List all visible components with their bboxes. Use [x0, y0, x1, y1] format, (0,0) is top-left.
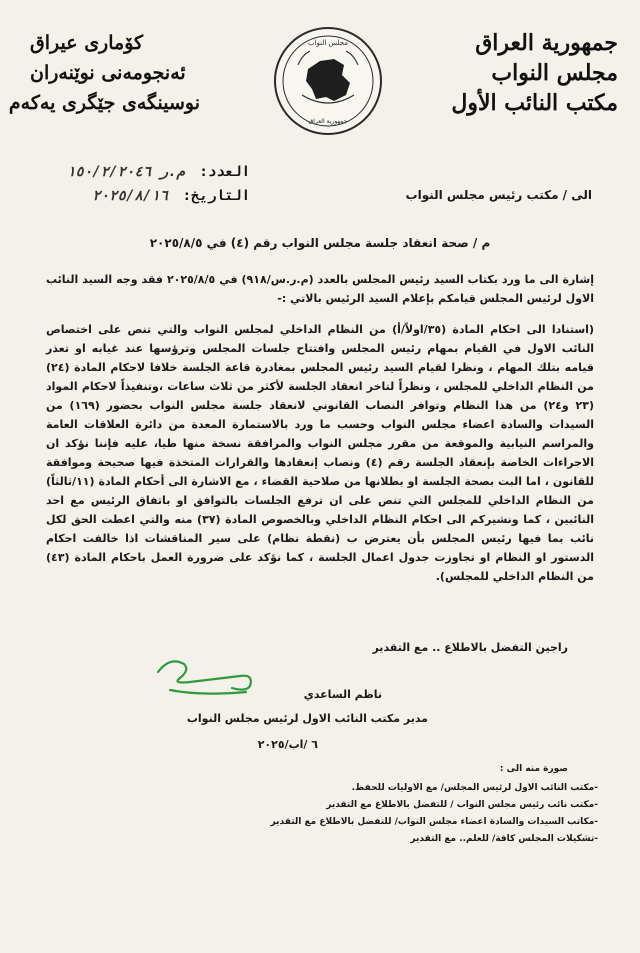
subject-line: م / صحة انعقاد جلسة مجلس النواب رقم (٤) في ٢٠٢٥/٨/٥	[149, 236, 491, 250]
seal-top-text: مجلس النواب	[307, 39, 349, 47]
date-value: ٢٠٢٥/٨/١٦	[92, 188, 169, 204]
body-paragraph: (استنادا الى احكام المادة (٣٥/اولاً/أ) من النظام الداخلي لمجلس النواب والتي تنص على اختصاص النائب الاول في القيام بمهام رئيس المجلس وافتتاح جلسات المجلس وترؤسها عند غيابه او تعذر قيامه بتلك المهام ، ونظرا لقيام السيد رئيس المجلس بمغادرة قاعة الجلسة خلافا لاحكام المادة (٢٤) من النظام الداخلي للمجلس ، ونظراً لتاخر انعقاد الجلسة لأكثر من ثلاث ساعات ،وتنفيذاً لاحكام المواد (٢٣ و٢٤) من هذا النظام وتوافر النصاب القانوني لانعقاد جلسة مجلس النواب بحضور (١٦٩) من السيدات والسادة اعضاء مجلس النواب وحسب ما ورد بالاستمارة المعدة من دائرة العلاقات العامة والمراسم النيابية والموقعة من مقرر مجلس النواب والمرافقة نسخة منها طيا، عليه فإننا نؤكد ان الاجراءات الخاصة بإنعقاد الجلسة رقم (٤) ونصاب إنعقادها والقرارات المتخذة فيها صحيحة وموافقة للقانون ، اما البت بصحة الجلسة او بطلانها من صلاحية القضاء ، مع الاشارة الى أحكام المادة (١١/ثالثاً) من النظام الداخلي للمجلس التي تنص على ان ترفع الجلسات بالتوافق او باتفاق الرئيس مع احد النائبين ، كما ونشيركم الى احكام النظام الداخلي وبالخصوص المادة (٣٧) منه والتي اعطت الحق لكل نائب بما فيها رئيس المجلس بأن يعترض ب (نقطة نظام) على سير المناقشات اذا خالفت احكام الدستور او النظام او تجاوزت جدول اعمال الجلسة ، كما نؤكد على ضرورة العمل باحكام المادة (٤٣) من النظام الداخلي للمجلس).	[46, 323, 595, 583]
signatory-title: مدير مكتب النائب الاول لرئيس مجلس النواب	[186, 712, 428, 725]
letterhead-line: جمهورية العراق	[475, 30, 618, 56]
letterhead-line: مكتب النائب الأول	[451, 90, 618, 116]
addressee: الى / مكتب رئيس مجلس النواب	[405, 188, 592, 202]
cc-item: -مكاتب السيدات والسادة اعضاء مجلس النواب/ للتفضل بالاطلاع مع التقدير	[270, 817, 598, 827]
kurdish-letterhead	[8, 28, 200, 118]
date-label: التاريخ:	[182, 188, 250, 204]
cc-item: -مكتب النائب الاول لرئيس المجلس/ مع الاوليات للحفظ.	[351, 783, 598, 793]
letter-body	[46, 270, 594, 598]
date-row	[40, 184, 250, 208]
cc-list	[158, 780, 598, 848]
letterhead-line: مجلس النواب	[491, 60, 618, 86]
cc-item: -مكتب نائب رئيس مجلس النواب / للتفضل بالاطلاع مع التقدير	[326, 800, 598, 810]
handwritten-signature	[150, 652, 260, 698]
parliament-seal-logo	[272, 25, 384, 137]
letterhead-line: نوسینگەی جێگری یەکەم	[8, 92, 200, 114]
number-row	[40, 160, 250, 184]
seal-bottom-text: جمهورية العراق	[308, 118, 348, 125]
letterhead-line: كۆماری عیراق	[30, 32, 144, 54]
cc-heading: صورة منه الى :	[499, 764, 568, 774]
signatory-name: ناظم الساعدي	[303, 688, 382, 701]
cc-item: -تشكيلات المجلس كافة/ للعلم.. مع التقدير	[410, 834, 598, 844]
body-paragraph: إشارة الى ما ورد بكتاب السيد رئيس المجلس بالعدد (م.ر.س/٩١٨) في ٢٠٢٥/٨/٥ فقد وجه السيد النائب الاول لرئيس المجلس قيامكم بإعلام السيد الرئيس بالاتي :-	[46, 273, 594, 305]
closing-line: راجين التفضل بالاطلاع .. مع التقدير	[372, 641, 568, 654]
number-value: م.ر ١٥٠/٢/٢٠٤٦	[66, 164, 185, 180]
arabic-letterhead	[448, 28, 618, 118]
signature-date: ٦ /اب/٢٠٢٥	[257, 738, 318, 751]
letterhead-line: ئەنجومەنی نوێنەران	[30, 62, 186, 84]
reference-block	[40, 160, 250, 208]
number-label: العدد:	[199, 164, 250, 180]
